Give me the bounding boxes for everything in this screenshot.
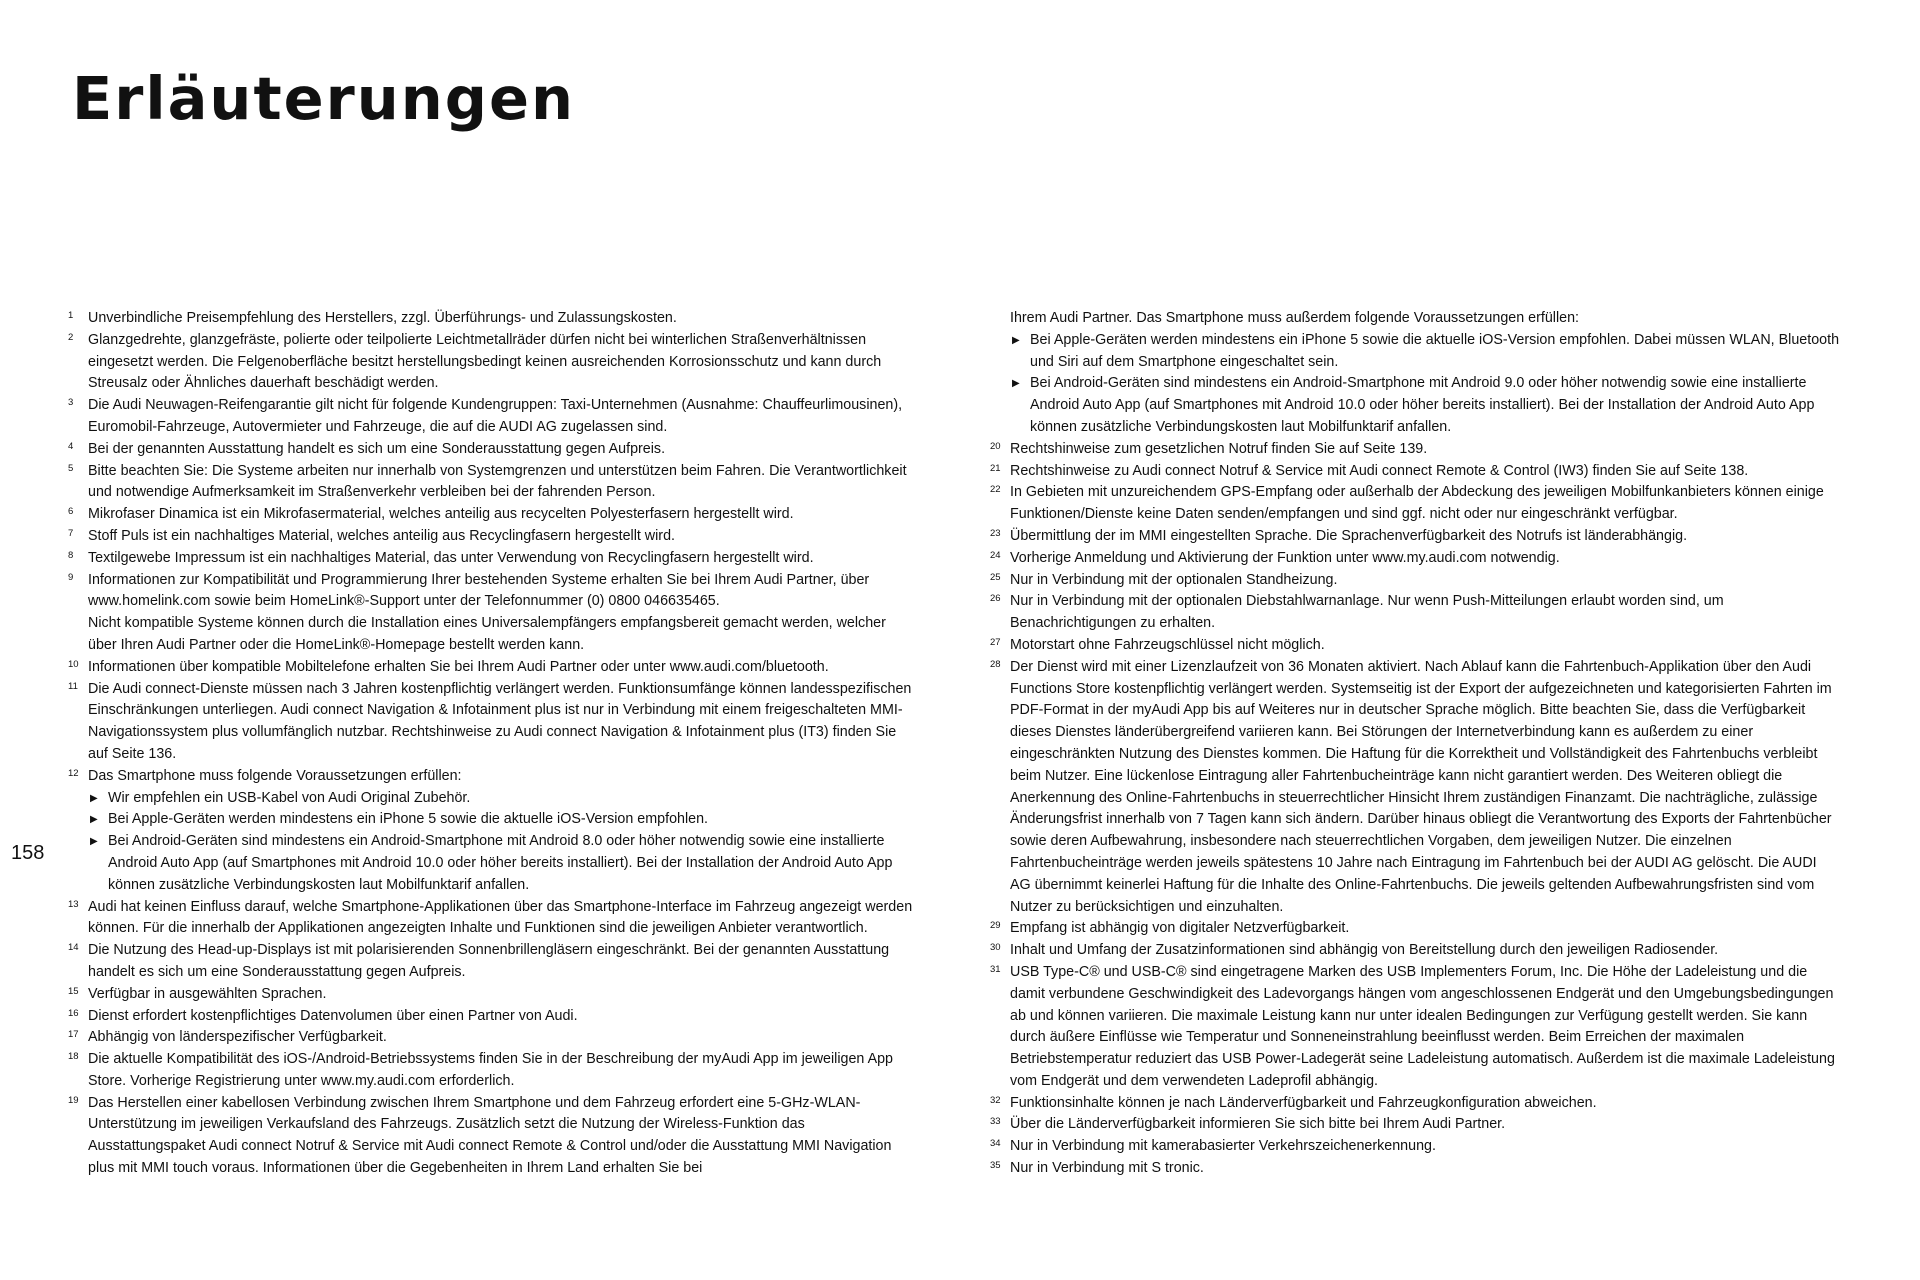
footnote-text: Rechtshinweise zum gesetzlichen Notruf finden Sie auf Seite 139.	[1010, 440, 1428, 457]
footnote-text: Nur in Verbindung mit kamerabasierter Verkehrszeichenerkennung.	[1010, 1138, 1436, 1155]
footnote-number: 29	[990, 920, 1001, 932]
footnote	[68, 461, 914, 505]
footnote-number: 8	[68, 549, 74, 561]
footnote-text: Nur in Verbindung mit der optionalen Diebstahlwarnanlage. Nur wenn Push-Mitteilungen erlaubt worden sind, um Benachrichtigungen zu erhalten.	[1010, 593, 1724, 632]
footnote-number: 18	[68, 1051, 79, 1063]
footnote-number: 13	[68, 898, 79, 910]
footnote-number: 7	[68, 527, 74, 539]
footnote-number: 22	[990, 484, 1001, 496]
footnote-text: Rechtshinweise zu Audi connect Notruf & Service mit Audi connect Remote & Control (IW3) finden Sie auf Seite 138.	[1010, 462, 1749, 479]
footnote-number: 35	[990, 1160, 1001, 1172]
footnote-text: Die aktuelle Kompatibilität des iOS-/Android-Betriebssystems finden Sie in der Beschreibung der myAudi App im jeweiligen App Store. Vorherige Registrierung unter www.my.audi.com erforderlich.	[88, 1051, 894, 1089]
footnote	[68, 526, 914, 548]
footnote-number: 27	[990, 636, 1001, 648]
footnote-text: Informationen über kompatible Mobiltelefone erhalten Sie bei Ihrem Audi Partner oder unter www.audi.com/bluetooth.	[88, 658, 829, 675]
footnote-text: Abhängig von länderspezifischer Verfügbarkeit.	[88, 1029, 387, 1046]
footnote	[990, 962, 1840, 1093]
footnote-number: 32	[990, 1094, 1001, 1106]
footnote-extra-text: Nicht kompatible Systeme können durch die Installation eines Universalempfängers empfangsbereit gemacht werden, welcher über Ihren Audi Partner oder die HomeLink®-Homepage bestellt werden kann.	[88, 615, 886, 653]
footnote-number: 25	[990, 571, 1001, 583]
footnote-text: Dienst erfordert kostenpflichtiges Datenvolumen über einen Partner von Audi.	[88, 1007, 578, 1024]
footnote	[68, 984, 914, 1006]
footnote	[68, 439, 914, 461]
bullet-arrow-icon: ▶	[90, 814, 98, 826]
footnote-text: Audi hat keinen Einfluss darauf, welche Smartphone-Applikationen über das Smartphone-Interface im Fahrzeug angezeigt werden können. Für die innerhalb der Applikationen angezeigten Inhalte und Funktionen sind die jeweiligen Anbieter verantwortlich.	[88, 898, 913, 937]
bullet-item	[68, 809, 914, 831]
footnote	[68, 308, 914, 330]
bullet-arrow-icon: ▶	[1012, 378, 1020, 390]
bullet-item	[990, 330, 1840, 374]
footnote-number: 31	[990, 963, 1001, 975]
footnote-text: Die Audi Neuwagen-Reifengarantie gilt nicht für folgende Kundengruppen: Taxi-Unternehmen (Ausnahme: Chauffeurlimousinen), Euromobil-Fahrzeuge, Autovermieter und Fahrzeuge, die auf die AUDI AG zugelassen sind.	[88, 397, 903, 435]
footnote-text: Glanzgedrehte, glanzgefräste, polierte oder teilpolierte Leichtmetallräder dürfen nicht bei winterlichen Straßenverhältnissen eingesetzt werden. Die Felgenoberfläche besitzt herstellungsbedingt keinen ausreichenden Korrosionsschutz und kann durch Streusalz oder Ähnliches dauerhaft beschädigt werden.	[88, 331, 882, 392]
footnote-text: In Gebieten mit unzureichendem GPS-Empfang oder außerhalb der Abdeckung des jeweiligen Mobilfunkanbieters können einige Funktionen/Dienste keine Daten senden/empfangen und sind ggf. nicht oder nur eingeschränkt verfügbar.	[1010, 484, 1824, 523]
footnote	[990, 1136, 1840, 1158]
footnote-text: Empfang ist abhängig von digitaler Netzverfügbarkeit.	[1010, 920, 1350, 937]
bullet-text: Bei Android-Geräten sind mindestens ein Android-Smartphone mit Android 8.0 oder höher notwendig sowie eine installierte Android Auto App (auf Smartphones mit Android 10.0 oder höher bereits installiert). Bei der Installation der Android Auto App können zusätzliche Verbindungskosten laut Mobilfunktarif anfallen.	[108, 833, 893, 893]
footnote-text: Die Nutzung des Head-up-Displays ist mit polarisierenden Sonnenbrillengläsern eingeschränkt. Bei der genannten Ausstattung handelt es sich um eine Sonderausstattung gegen Aufpreis.	[88, 942, 890, 980]
footnote-text: Informationen zur Kompatibilität und Programmierung Ihrer bestehenden Systeme erhalten Sie bei Ihrem Audi Partner, über www.homelink.com sowie beim HomeLink®-Support unter der Telefonnummer (0) 0800 046635465.	[88, 571, 870, 610]
footnote-number: 21	[990, 462, 1001, 474]
footnote-number: 26	[990, 593, 1001, 605]
footnote-number: 17	[68, 1029, 79, 1041]
footnote	[990, 1114, 1840, 1136]
footnote-number: 10	[68, 658, 79, 670]
footnote-number: 12	[68, 767, 79, 779]
footnote	[68, 679, 914, 766]
footnote	[68, 1006, 914, 1028]
bullet-item	[68, 788, 914, 810]
footnote-number: 30	[990, 942, 1001, 954]
footnote	[990, 635, 1840, 657]
footnote	[990, 526, 1840, 548]
footnote-number: 2	[68, 331, 74, 343]
footnote-number: 1	[68, 310, 74, 321]
footnote-text: Funktionsinhalte können je nach Länderverfügbarkeit und Fahrzeugkonfiguration abweichen.	[1010, 1094, 1597, 1111]
footnote	[990, 918, 1840, 940]
footnote-text: Mikrofaser Dinamica ist ein Mikrofasermaterial, welches anteilig aus recycelten Polyesterfasern hergestellt wird.	[88, 506, 794, 523]
footnote-number: 24	[990, 549, 1001, 561]
bullet-text: Bei Android-Geräten sind mindestens ein Android-Smartphone mit Android 9.0 oder höher notwendig sowie eine installierte Android Auto App (auf Smartphones mit Android 10.0 oder höher bereits installiert). Bei der Installation der Android Auto App können zusätzliche Verbindungskosten laut Mobilfunktarif anfallen.	[1030, 375, 1815, 435]
footnote-number: 6	[68, 506, 74, 518]
bullet-text: Wir empfehlen ein USB-Kabel von Audi Original Zubehör.	[108, 789, 471, 806]
footnote-text: Das Smartphone muss folgende Voraussetzungen erfüllen:	[88, 767, 462, 784]
page-title: Erläuterungen	[72, 64, 576, 133]
footnote-number: 23	[990, 527, 1001, 539]
footnote-number: 5	[68, 462, 74, 474]
footnote	[990, 657, 1840, 919]
footnote	[990, 1093, 1840, 1115]
footnote	[990, 482, 1840, 526]
footnote-text: USB Type-C® und USB-C® sind eingetragene Marken des USB Implementers Forum, Inc. Die Höhe der Ladeleistung und die damit verbundene Geschwindigkeit des Ladevorgangs hängen vom angeschlossenen Endgerät und den Umgebungsbedingungen ab und können variieren. Die maximale Leistung kann nur unter idealen Bedingungen zur Verfügung gestellt werden. Sie kann durch äußere Einflüsse wie Temperatur und Sonneneinstrahlung beeinflusst werden. Beim Erreichen der maximalen Betriebstemperatur reduziert das USB Power-Ladegerät seine Ladeleistung automatisch. Außerdem ist die maximale Ladeleistung vom Endgerät und dem verwendeten Ladeprofil abhängig.	[1010, 963, 1835, 1089]
bullet-arrow-icon: ▶	[90, 836, 98, 848]
footnote	[68, 1027, 914, 1049]
bullet-text: Bei Apple-Geräten werden mindestens ein iPhone 5 sowie die aktuelle iOS-Version empfohlen. Dabei müssen WLAN, Bluetooth und Siri auf dem Smartphone eingeschaltet sein.	[1030, 331, 1840, 370]
footnote-number: 19	[68, 1094, 79, 1106]
bullet-arrow-icon: ▶	[90, 792, 98, 804]
bullet-text: Bei Apple-Geräten werden mindestens ein iPhone 5 sowie die aktuelle iOS-Version empfohlen.	[108, 811, 709, 828]
footnote	[990, 940, 1840, 962]
footnote-text: Stoff Puls ist ein nachhaltiges Material, welches anteilig aus Recyclingfasern hergestellt wird.	[88, 527, 675, 544]
footnote-number: 34	[990, 1138, 1001, 1150]
footnote-text: Verfügbar in ausgewählten Sprachen.	[88, 985, 327, 1002]
footnote	[68, 1093, 914, 1180]
footnote-text: Das Herstellen einer kabellosen Verbindung zwischen Ihrem Smartphone und dem Fahrzeug erfordert eine 5-GHz-WLAN-Unterstützung im jeweiligen Verkaufsland des Fahrzeugs. Zusätzlich setzt die Nutzung der Wireless-Funktion das Ausstattungspaket Audi connect Notruf & Service mit Audi connect Remote & Control und/oder die Ausstattung MMI Navigation plus mit MMI touch voraus. Informationen über die Gegebenheiten in Ihrem Land erhalten Sie bei	[88, 1094, 892, 1177]
footnote-number: 4	[68, 440, 74, 452]
footnote	[68, 330, 914, 395]
footnote-text: Unverbindliche Preisempfehlung des Herstellers, zzgl. Überführungs- und Zulassungskosten.	[88, 310, 677, 326]
bullet-item	[68, 831, 914, 896]
footnote-text: Inhalt und Umfang der Zusatzinformationen sind abhängig von Bereitstellung durch den jeweiligen Radiosender.	[1010, 942, 1719, 959]
footnote-continuation	[990, 308, 1840, 330]
page-number: 158	[11, 842, 45, 864]
footnote	[68, 548, 914, 570]
footnote	[68, 897, 914, 941]
footnote-number: 11	[68, 680, 78, 692]
footnote-number: 33	[990, 1116, 1001, 1128]
footnote	[68, 570, 914, 657]
footnote	[990, 548, 1840, 570]
footnote-text: Der Dienst wird mit einer Lizenzlaufzeit von 36 Monaten aktiviert. Nach Ablauf kann die Fahrtenbuch-Applikation über den Audi Functions Store kostenpflichtig verlängert werden. Systemseitig ist der Export der aufgezeichneten und kategorisierten Fahrten im PDF-Format in der myAudi App bis auf Weiteres nur in deutscher Sprache möglich. Bitte beachten Sie, dass die Verfügbarkeit dieses Dienstes länderübergreifend variieren kann. Bei Störungen der Internetverbindung kann es außerdem zu einer eingeschränkten Nutzung des Dienstes kommen. Die Haftung für die Korrektheit und Vollständigkeit des Fahrtenbuchs verbleibt beim Nutzer. Eine lückenlose Eintragung aller Fahrtenbucheinträge kann nicht garantiert werden. Des Weiteren obliegt die Anerkennung des Online-Fahrtenbuchs in steuerrechtlicher Hinsicht Ihrem zuständigen Finanzamt. Die nachträgliche, zulässige Änderungsfrist innerhalb von 7 Tagen kann sich ändern. Darüber hinaus obliegt die Verantwortung des Exports der Fahrtenbücher sowie deren Aufbewahrung, insbesondere nach steuerrechtlichen Vorgaben, dem jeweiligen Nutzer. Die einzelnen Fahrtenbucheinträge werden jeweils spätestens 10 Jahre nach Eintragung im Fahrtenbuch bei der AUDI AG gelöscht. Die AUDI AG übernimmt keinerlei Haftung für die Inhalte des Online-Fahrtenbuchs. Die jeweils geltenden Aufbewahrungsfristen sind vom Nutzer zu berücksichtigen und einzuhalten.	[1010, 658, 1832, 915]
footnote-text: Ihrem Audi Partner. Das Smartphone muss außerdem folgende Voraussetzungen erfüllen:	[1010, 310, 1580, 326]
footnote	[68, 504, 914, 526]
footnote-number: 9	[68, 571, 74, 583]
footnote	[68, 766, 914, 788]
footnotes-left-column	[68, 308, 914, 1180]
footnote-text: Textilgewebe Impressum ist ein nachhaltiges Material, das unter Verwendung von Recyclingfasern hergestellt wird.	[88, 549, 814, 566]
footnote-text: Nur in Verbindung mit S tronic.	[1010, 1160, 1204, 1177]
footnote	[990, 591, 1840, 635]
footnote-text: Über die Länderverfügbarkeit informieren Sie sich bitte bei Ihrem Audi Partner.	[1010, 1116, 1506, 1133]
footnote-text: Vorherige Anmeldung und Aktivierung der Funktion unter www.my.audi.com notwendig.	[1010, 549, 1560, 566]
footnote	[68, 395, 914, 439]
footnote-number: 16	[68, 1007, 79, 1019]
footnote	[68, 940, 914, 984]
bullet-arrow-icon: ▶	[1012, 334, 1020, 346]
footnotes-right-column	[990, 308, 1840, 1180]
footnote-text: Die Audi connect-Dienste müssen nach 3 Jahren kostenpflichtig verlängert werden. Funktionsumfänge können landesspezifischen Einschränkungen unterliegen. Audi connect Navigation & Infotainment plus ist nur in Verbindung mit einem freigeschalteten MMI-Navigationssystem plus vollumfänglich nutzbar. Rechtshinweise zu Audi connect Navigation & Infotainment plus (IT3) finden Sie auf Seite 136.	[88, 680, 912, 762]
footnote	[990, 570, 1840, 592]
footnote	[990, 461, 1840, 483]
footnote-text: Nur in Verbindung mit der optionalen Standheizung.	[1010, 571, 1338, 588]
footnote-number: 20	[990, 440, 1001, 452]
footnote	[990, 1158, 1840, 1180]
footnote-number: 14	[68, 942, 79, 954]
footnote-number: 28	[990, 658, 1001, 670]
footnote	[990, 439, 1840, 461]
footnote-number: 3	[68, 397, 74, 409]
footnote-text: Bitte beachten Sie: Die Systeme arbeiten nur innerhalb von Systemgrenzen und unterstützen beim Fahren. Die Verantwortlichkeit und notwendige Aufmerksamkeit im Straßenverkehr verbleiben bei der fahrenden Person.	[88, 462, 907, 501]
footnote-text: Übermittlung der im MMI eingestellten Sprache. Die Sprachenverfügbarkeit des Notrufs ist länderabhängig.	[1010, 527, 1688, 544]
bullet-item	[990, 373, 1840, 438]
footnote	[68, 1049, 914, 1093]
footnote	[68, 657, 914, 679]
footnote-text: Bei der genannten Ausstattung handelt es sich um eine Sonderausstattung gegen Aufpreis.	[88, 440, 666, 457]
footnote-text: Motorstart ohne Fahrzeugschlüssel nicht möglich.	[1010, 636, 1325, 653]
footnote-number: 15	[68, 985, 79, 997]
